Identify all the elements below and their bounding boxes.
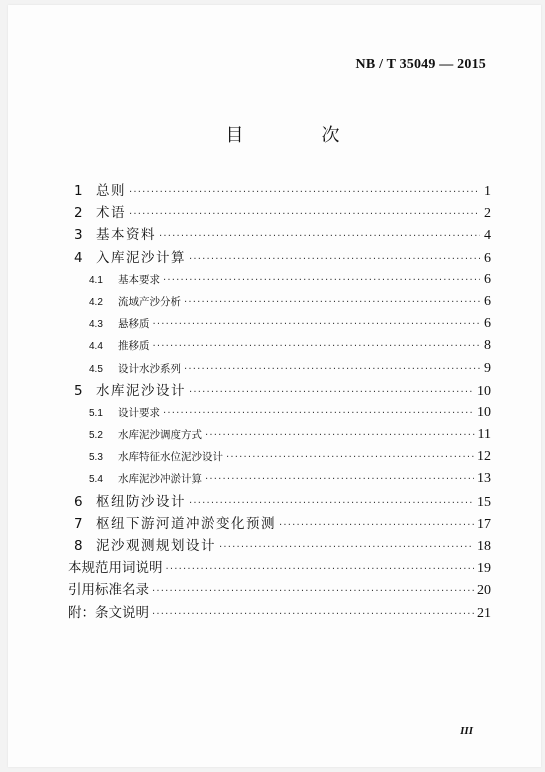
toc-entry[interactable]: [68, 579, 491, 601]
toc-entry-number: 2: [74, 205, 83, 222]
toc-entry-page: 10: [477, 383, 491, 399]
toc-entry-label: 引用标准名录: [68, 582, 149, 599]
toc-entry-page: 8: [484, 338, 491, 354]
toc-entry-page: 2: [484, 206, 491, 222]
toc-dot-leader: [189, 249, 480, 271]
toc-dot-leader: [152, 581, 474, 603]
toc-dot-leader: [153, 314, 481, 336]
toc-entry-label: 设计要求: [118, 406, 160, 419]
toc-entry-page: 12: [477, 449, 491, 465]
page-number: III: [460, 725, 473, 737]
toc-entry[interactable]: [68, 424, 491, 446]
toc-entry[interactable]: [68, 602, 491, 624]
toc-dot-leader: [219, 537, 474, 559]
toc-entry-label: 附：条文说明: [68, 604, 149, 621]
toc-entry[interactable]: [68, 313, 491, 335]
toc-entry-label: 入库泥沙计算: [96, 249, 186, 266]
toc-entry-page: 6: [484, 250, 491, 266]
toc-entry-number: 4.2: [89, 296, 103, 308]
toc-entry-page: 10: [477, 404, 491, 420]
toc-dot-leader: [184, 292, 480, 314]
toc-dot-leader: [184, 359, 480, 381]
toc-entry-label: 流域产沙分析: [118, 295, 181, 308]
toc-dot-leader: [153, 336, 481, 358]
toc-entry-number: 5: [74, 382, 83, 399]
toc-dot-leader: [226, 447, 474, 469]
toc-dot-leader: [189, 382, 474, 404]
toc-entry-number: 8: [74, 538, 83, 554]
toc-entry[interactable]: [68, 291, 491, 313]
toc-entry-page: 21: [477, 605, 491, 621]
toc-entry-page: 13: [477, 471, 491, 487]
toc-entry-label: 本规范用词说明: [68, 560, 163, 577]
toc-entry-number: 4: [74, 249, 83, 266]
table-of-contents: [68, 180, 491, 624]
toc-entry[interactable]: [68, 513, 491, 535]
toc-entry-page: 6: [484, 316, 491, 332]
toc-entry[interactable]: [68, 335, 491, 357]
document-page: [8, 5, 541, 767]
toc-entry[interactable]: [68, 269, 491, 291]
toc-entry-page: 6: [484, 293, 491, 309]
toc-entry-page: 18: [477, 539, 491, 554]
toc-entry-label: 水库泥沙冲淤计算: [118, 473, 202, 486]
toc-entry-number: 6: [74, 493, 83, 510]
toc-entry-number: 5.4: [89, 474, 103, 486]
toc-entry[interactable]: [68, 180, 491, 202]
toc-entry-label: 悬移质: [118, 318, 150, 331]
toc-entry-label: 基本资料: [96, 227, 156, 244]
toc-dot-leader: [163, 270, 480, 292]
toc-dot-leader: [205, 425, 475, 447]
toc-entry-number: 5.1: [89, 407, 103, 419]
toc-entry-page: 4: [484, 228, 491, 244]
toc-entry-number: 5.3: [89, 452, 103, 464]
toc-entry[interactable]: [68, 202, 491, 224]
toc-entry[interactable]: [68, 380, 491, 402]
toc-dot-leader: [163, 403, 474, 425]
toc-entry-number: 5.2: [89, 430, 103, 442]
toc-entry-number: 4.5: [89, 363, 103, 375]
toc-entry[interactable]: [68, 224, 491, 246]
toc-entry[interactable]: [68, 468, 491, 490]
toc-dot-leader: [279, 515, 474, 537]
toc-entry-page: 19: [477, 561, 491, 577]
toc-entry-label: 基本要求: [118, 273, 160, 286]
toc-entry-number: 3: [74, 227, 83, 244]
toc-entry-label: 总则: [96, 183, 126, 199]
toc-entry-number: 4.1: [89, 274, 103, 286]
toc-entry[interactable]: [68, 491, 491, 513]
toc-entry-number: 4.4: [89, 341, 103, 353]
toc-entry-label: 枢纽下游河道冲淤变化预测: [96, 515, 276, 532]
toc-entry-number: 1: [74, 183, 83, 199]
toc-entry[interactable]: [68, 402, 491, 424]
toc-entry[interactable]: [68, 247, 491, 269]
toc-entry-label: 枢纽防沙设计: [96, 493, 186, 510]
toc-entry-page: 15: [477, 494, 491, 510]
toc-entry-page: 17: [477, 516, 491, 532]
toc-entry-label: 设计水沙系列: [118, 362, 181, 375]
toc-entry-number: 4.3: [89, 319, 103, 331]
toc-entry-page: 1: [484, 184, 491, 199]
toc-entry[interactable]: [68, 557, 491, 579]
toc-entry-page: 11: [477, 427, 491, 443]
toc-entry-page: 9: [484, 360, 491, 376]
toc-entry-page: 20: [477, 583, 491, 599]
toc-dot-leader: [152, 604, 474, 626]
toc-entry[interactable]: [68, 535, 491, 557]
toc-dot-leader: [189, 493, 474, 515]
toc-entry-number: 7: [74, 515, 83, 532]
toc-title: 目 次: [225, 125, 370, 146]
toc-entry-label: 推移质: [118, 340, 150, 353]
toc-dot-leader: [205, 469, 474, 491]
toc-entry-label: 水库特征水位泥沙设计: [118, 451, 223, 464]
toc-dot-leader: [129, 182, 480, 204]
toc-entry[interactable]: [68, 358, 491, 380]
toc-entry[interactable]: [68, 446, 491, 468]
toc-dot-leader: [129, 204, 480, 226]
toc-entry-label: 水库泥沙调度方式: [118, 429, 202, 442]
standard-code: NB / T 35049 — 2015: [355, 57, 486, 72]
toc-entry-label: 术语: [96, 205, 126, 222]
toc-entry-label: 泥沙观测规划设计: [96, 538, 216, 554]
toc-entry-label: 水库泥沙设计: [96, 382, 186, 399]
toc-entry-page: 6: [484, 271, 491, 287]
toc-dot-leader: [159, 226, 480, 248]
toc-dot-leader: [166, 559, 475, 581]
